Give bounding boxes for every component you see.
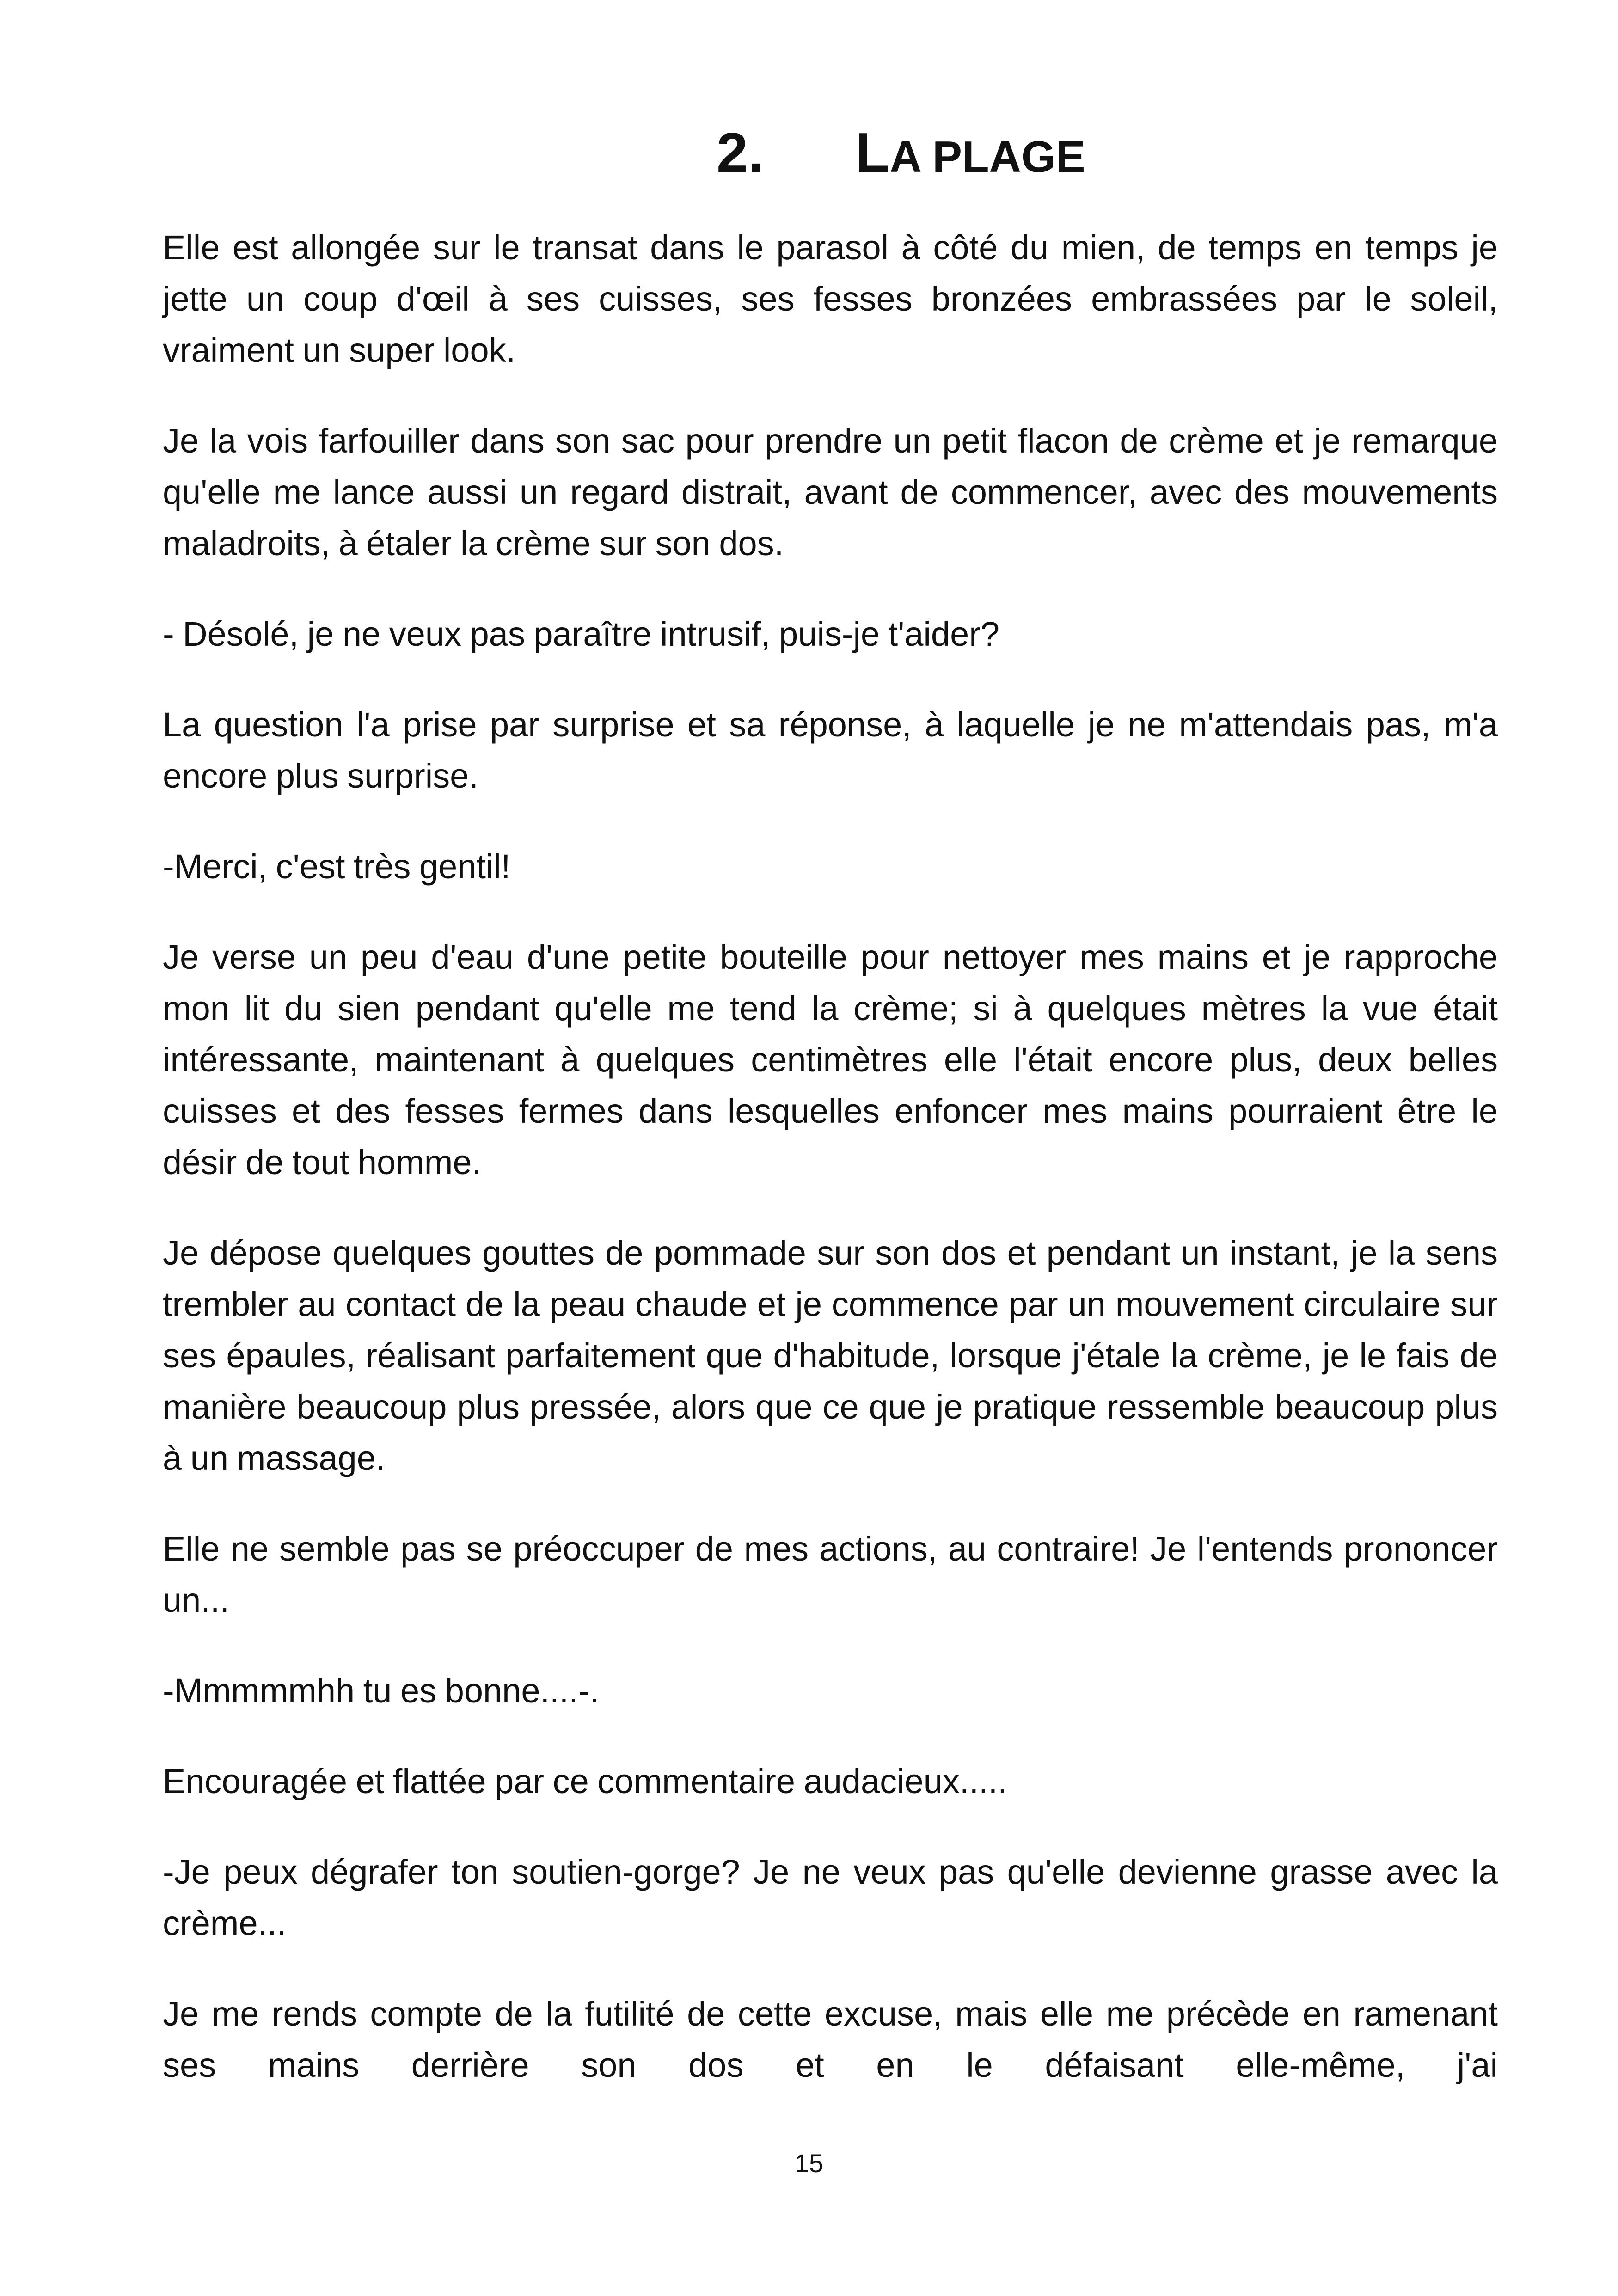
chapter-title-initial: L [855, 121, 890, 184]
paragraph: -Merci, c'est très gentil! [163, 847, 511, 886]
paragraph: Elle est allongée sur le transat dans le parasol à côté du mien, de temps en temps je jette un coup d'œil à ses cuisses, ses fesses bronzées embrassées par le soleil, vraiment un super look. [163, 228, 1498, 369]
paragraph: Je dépose quelques gouttes de pommade sur son dos et pendant un instant, je la sens trembler au contact de la peau chaude et je commence par un mouvement circulaire sur ses épaules, réalisant parfaitement que d'habitude, lorsque j'étale la crème, je le fais de manière beaucoup plus pressée, alors que ce que je pratique ressemble beaucoup plus à un massage. [163, 1234, 1498, 1477]
paragraph: - Désolé, je ne veux pas paraître intrusif, puis-je t'aider? [163, 615, 1000, 653]
chapter-number: 2. [717, 121, 764, 184]
chapter-title [855, 121, 1085, 184]
paragraph: Elle ne semble pas se préoccuper de mes actions, au contraire! Je l'entends prononcer un... [163, 1530, 1498, 1619]
chapter-heading [717, 118, 1410, 187]
paragraph: Je me rends compte de la futilité de cette excuse, mais elle me précède en ramenant ses mains derrière son dos et en le défaisant elle-même, j'ai [163, 1995, 1498, 2084]
paragraph: -Mmmmmhh tu es bonne....-. [163, 1671, 599, 1710]
chapter-title-rest: A PLAGE [889, 132, 1085, 182]
paragraph: -Je peux dégrafer ton soutien-gorge? Je ne veux pas qu'elle devienne grasse avec la crème... [163, 1853, 1498, 1942]
paragraph: Encouragée et flattée par ce commentaire audacieux..... [163, 1762, 1007, 1800]
page-number: 15 [794, 2149, 824, 2178]
paragraph: Je la vois farfouiller dans son sac pour prendre un petit flacon de crème et je remarque qu'elle me lance aussi un regard distrait, avant de commencer, avec des mouvements maladroits, à étaler la crème sur son dos. [163, 422, 1498, 563]
paragraph: Je verse un peu d'eau d'une petite bouteille pour nettoyer mes mains et je rapproche mon lit du sien pendant qu'elle me tend la crème; si à quelques mètres la vue était intéressante, maintenant à quelques centimètres elle l'était encore plus, deux belles cuisses et des fesses fermes dans lesquelles enfoncer mes mains pourraient être le désir de tout homme. [163, 938, 1498, 1182]
paragraph: La question l'a prise par surprise et sa réponse, à laquelle je ne m'attendais pas, m'a encore plus surprise. [163, 705, 1498, 795]
body-text [163, 222, 1498, 2130]
